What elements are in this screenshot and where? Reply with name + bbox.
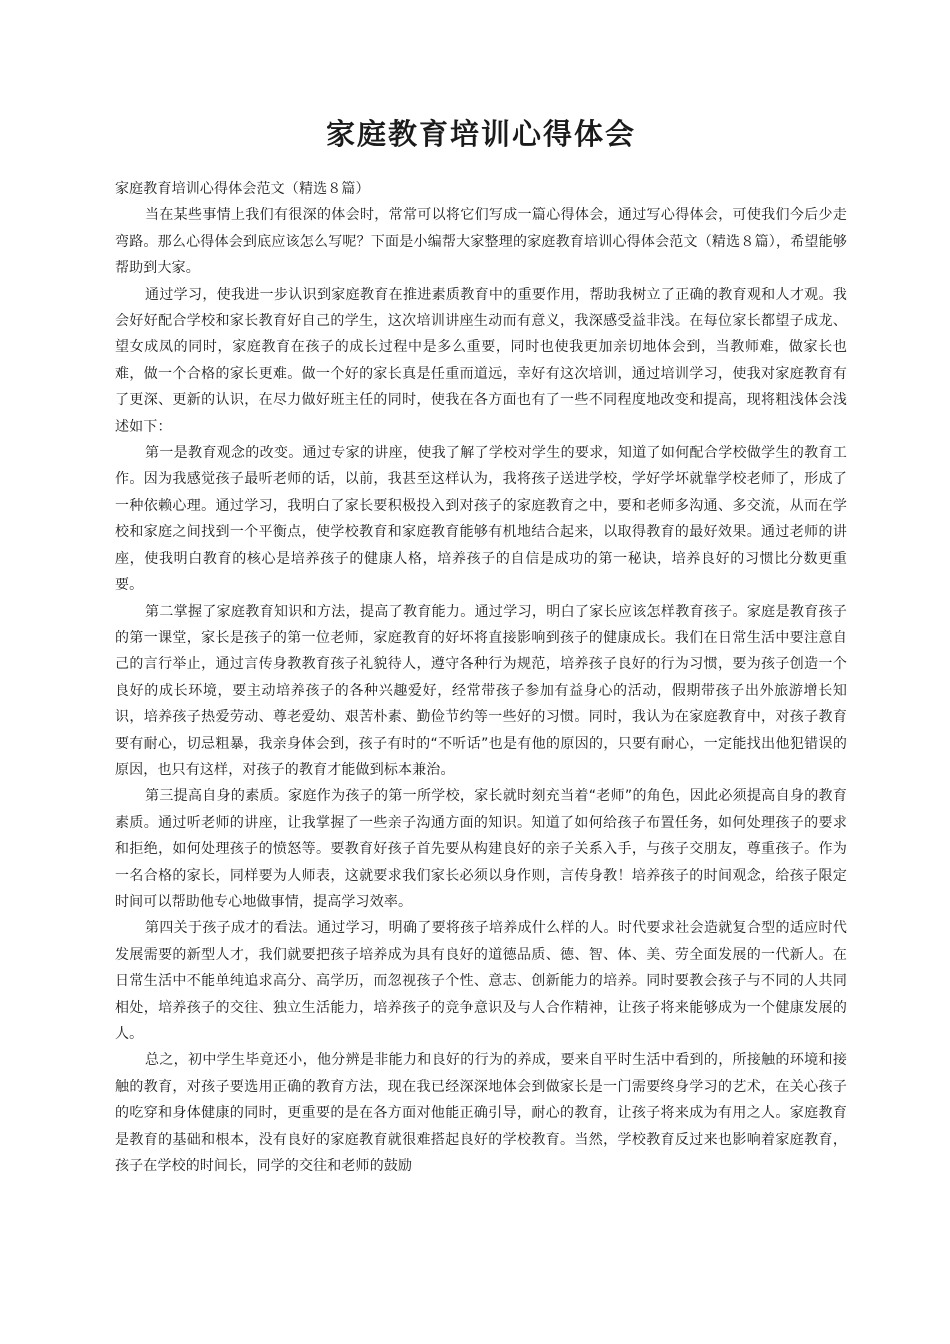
subtitle-line: 家庭教育培训心得体会范文（精选８篇） [115, 181, 370, 197]
paragraph-point-2: 第二掌握了家庭教育知识和方法，提高了教育能力。通过学习，明白了家长应该怎样教育孩子。家庭是教育孩子的第一课堂，家长是孩子的第一位老师，家庭教育的好坏将直接影响到孩子的健康成长。我们在日常生活中要注意自己的言行举止，通过言传身教教育孩子礼貌待人，遵守各种行为规范，培养孩子良好的行为习惯，要为孩子创造一个良好的成长环境，要主动培养孩子的各种兴趣爱好，经常带孩子参加有益身心的活动，假期带孩子出外旅游增长知识，培养孩子热爱劳动、尊老爱幼、艰苦朴素、勤俭节约等一些好的习惯。同时，我认为在家庭教育中，对孩子教育要有耐心，切忌粗暴，我亲身体会到，孩子有时的“不听话”也是有他的原因的，只要有耐心，一定能找出他犯错误的原因，也只有这样，对孩子的教育才能做到标本兼治。 [115, 603, 847, 778]
paragraph-point-3: 第三提高自身的素质。家庭作为孩子的第一所学校，家长就时刻充当着“老师”的角色，因此必须提高自身的教育素质。通过听老师的讲座，让我掌握了一些亲子沟通方面的知识。知道了如何给孩子布置任务，如何处理孩子的要求和拒绝，如何处理孩子的愤怒等。要教育好孩子首先要从构建良好的亲子关系入手，与孩子交朋友，尊重孩子。作为一名合格的家长，同样要为人师表，这就要求我们家长必须以身作则，言传身教！培养孩子的时间观念，给孩子限定时间可以帮助他专心地做事情，提高学习效率。 [115, 788, 847, 910]
paragraph-point-4: 第四关于孩子成才的看法。通过学习，明确了要将孩子培养成什么样的人。时代要求社会造就复合型的适应时代发展需要的新型人才，我们就要把孩子培养成为具有良好的道德品质、德、智、体、美、劳全面发展的一代新人。在日常生活中不能单纯追求高分、高学历，而忽视孩子个性、意志、创新能力的培养。同时要教会孩子与不同的人共同相处，培养孩子的交往、独立生活能力，培养孩子的竞争意识及与人合作精神，让孩子将来能够成为一个健康发展的人。 [115, 920, 847, 1042]
paragraph-intro: 当在某些事情上我们有很深的体会时，常常可以将它们写成一篇心得体会，通过写心得体会，可使我们今后少走弯路。那么心得体会到底应该怎么写呢？下面是小编帮大家整理的家庭教育培训心得体会范文（精选８篇），希望能够帮助到大家。 [115, 207, 847, 277]
paragraph-overview: 通过学习，使我进一步认识到家庭教育在推进素质教育中的重要作用，帮助我树立了正确的教育观和人才观。我会好好配合学校和家长教育好自己的学生，这次培训讲座生动而有意义，我深感受益非浅。在每位家长都望子成龙、望女成凤的同时，家庭教育在孩子的成长过程中是多么重要，同时也使我更加亲切地体会到，当教师难，做家长也难，做一个合格的家长更难。做一个好的家长真是任重而道远，幸好有这次培训，通过培训学习，使我对家庭教育有了更深、更新的认识，在尽力做好班主任的同时，使我在各方面也有了一些不同程度地改变和提高，现将粗浅体会浅述如下： [115, 286, 847, 435]
paragraph-point-1: 第一是教育观念的改变。通过专家的讲座，使我了解了学校对学生的要求，知道了如何配合学校做学生的教育工作。因为我感觉孩子最听老师的话，以前，我甚至这样认为，我将孩子送进学校，学好学坏就靠学校老师了，形成了一种依赖心理。通过学习，我明白了家长要积极投入到对孩子的家庭教育之中，要和老师多沟通、多交流，从而在学校和家庭之间找到一个平衡点，使学校教育和家庭教育能够有机地结合起来，以取得教育的最好效果。通过老师的讲座，使我明白教育的核心是培养孩子的健康人格，培养孩子的自信是成功的第一秘诀，培养良好的习惯比分数更重要。 [115, 445, 847, 594]
page-title: 家庭教育培训心得体会 [325, 117, 636, 151]
document-body [115, 176, 847, 1179]
paragraph-conclusion: 总之，初中学生毕竟还小，他分辨是非能力和良好的行为的养成，要来自平时生活中看到的，所接触的环境和接触的教育，对孩子要选用正确的教育方法，现在我已经深深地体会到做家长是一门需要终身学习的艺术，在关心孩子的吃穿和身体健康的同时，更重要的是在各方面对他能正确引导，耐心的教育，让孩子将来成为有用之人。家庭教育是教育的基础和根本，没有良好的家庭教育就很难搭起良好的学校教育。当然，学校教育反过来也影响着家庭教育，孩子在学校的时间长，同学的交往和老师的鼓励 [115, 1052, 847, 1175]
